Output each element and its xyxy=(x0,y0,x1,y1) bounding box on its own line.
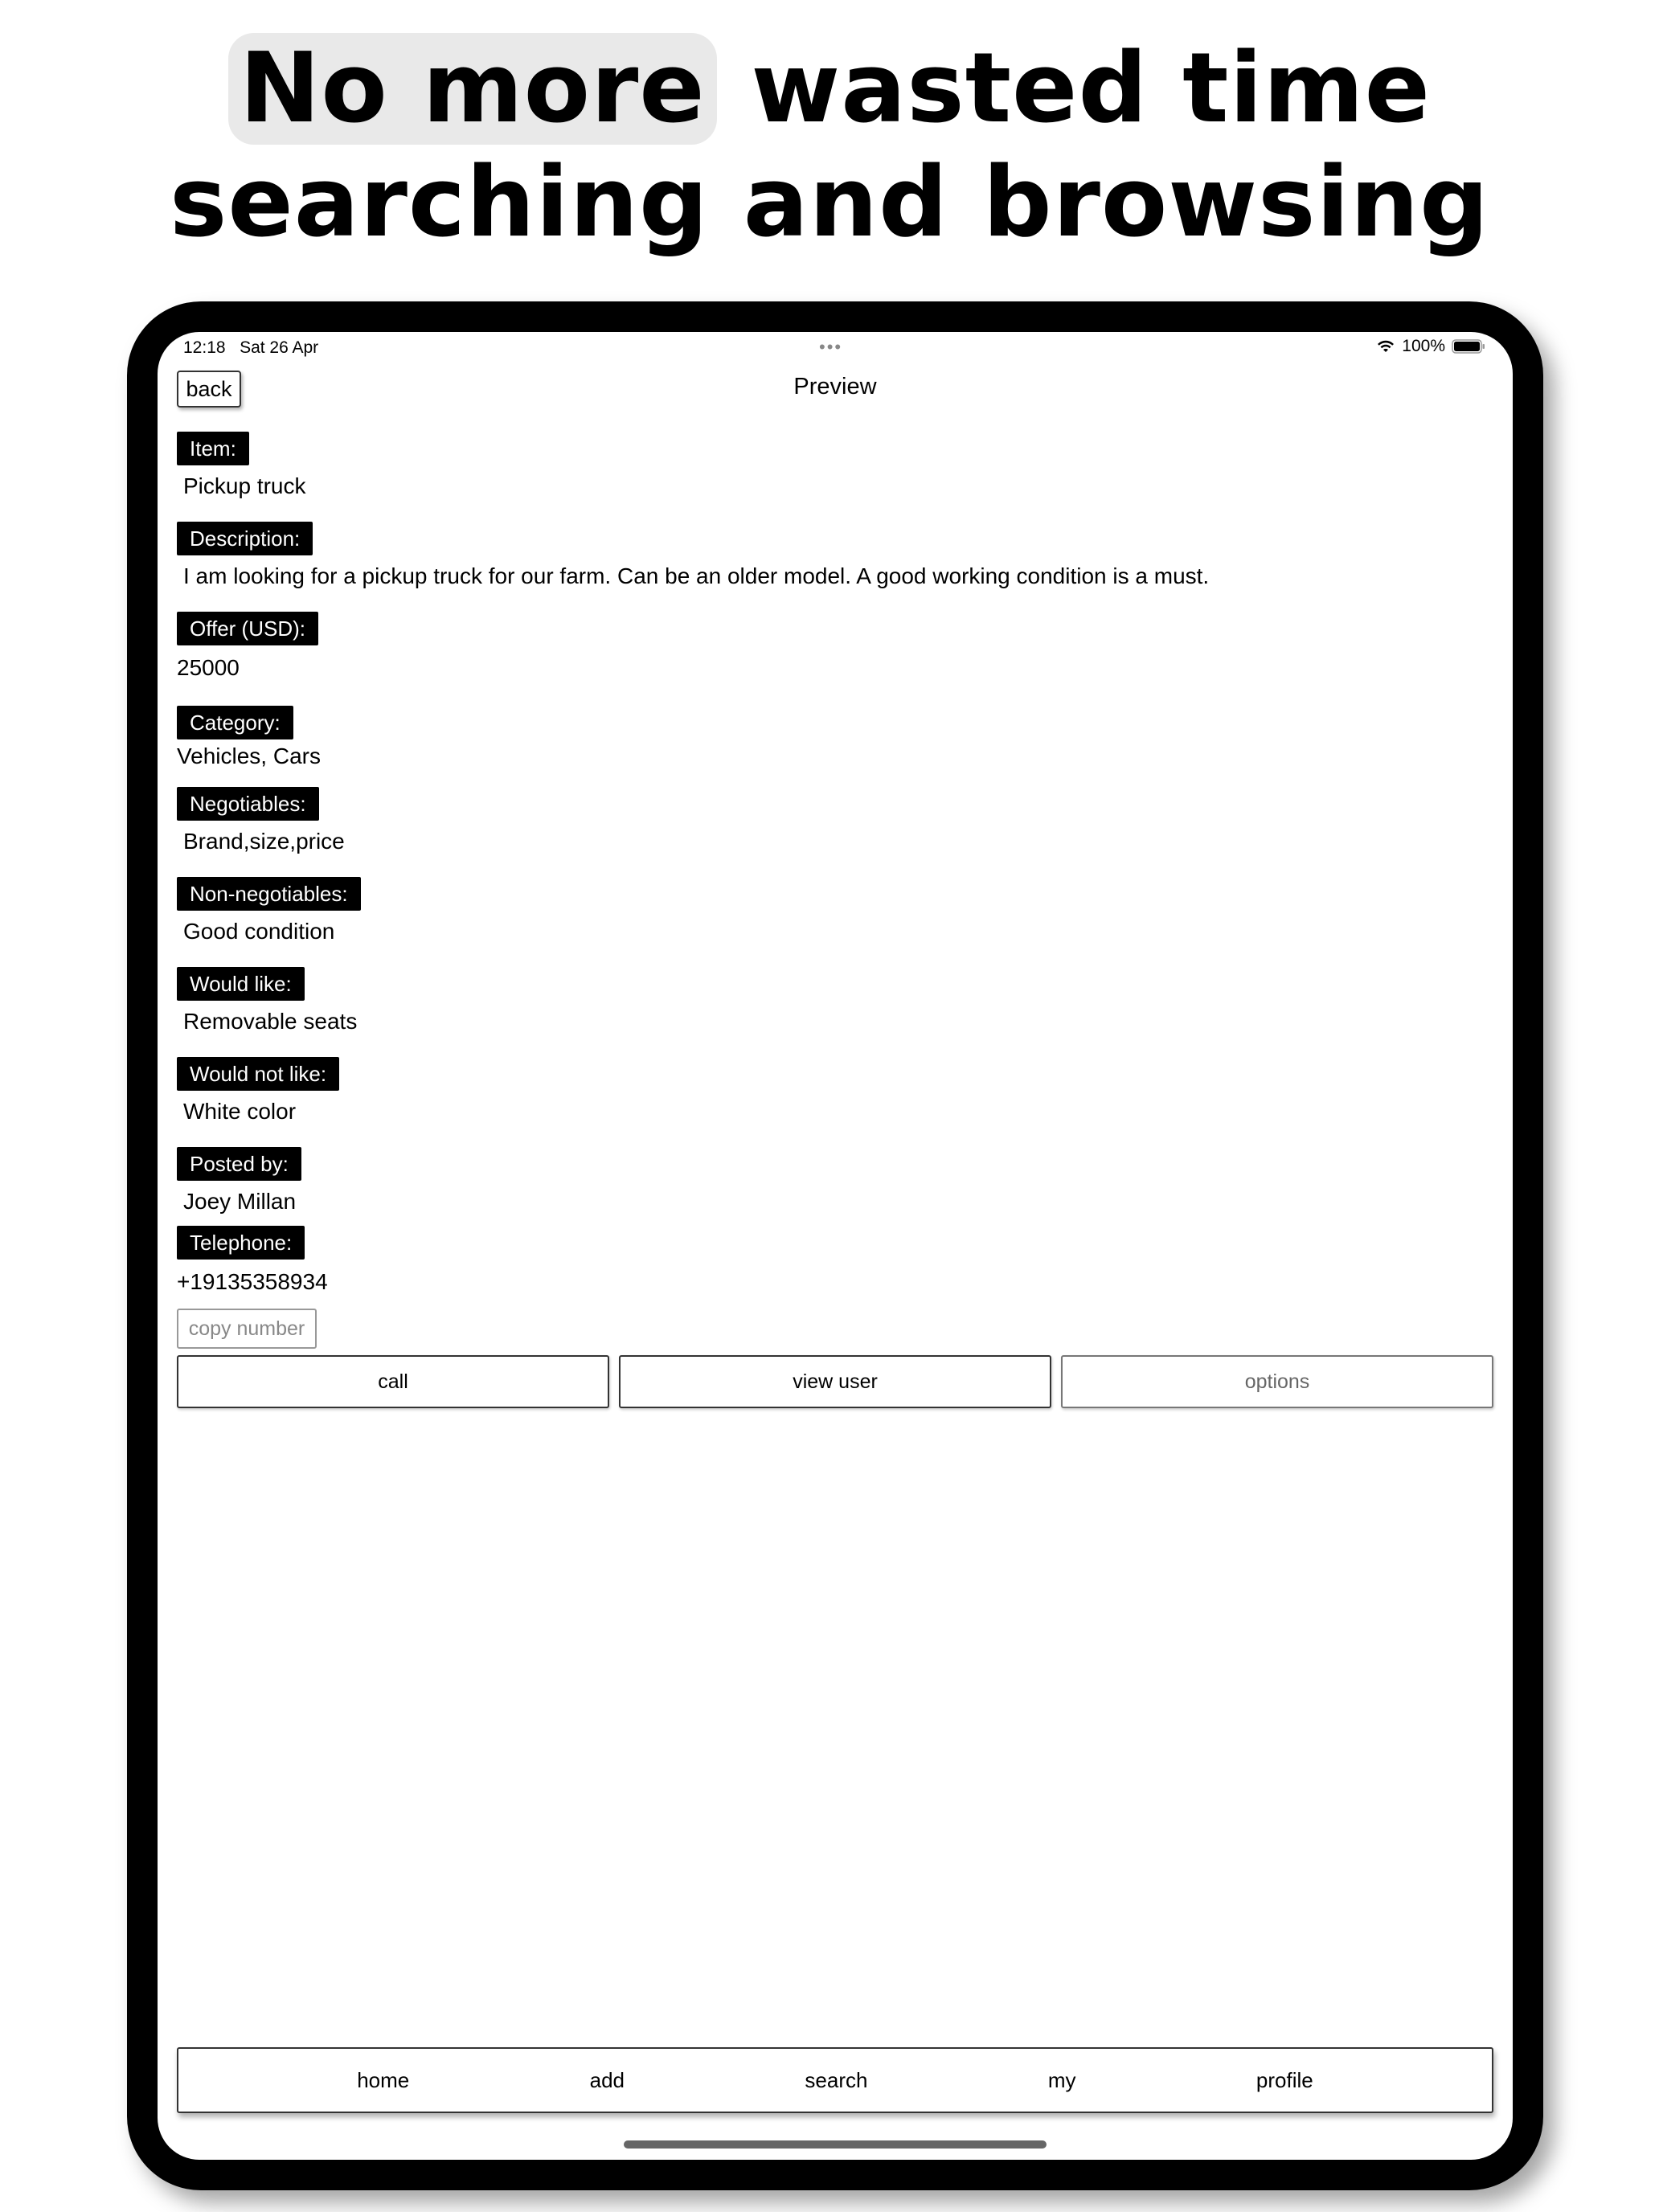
status-bar xyxy=(158,332,1513,364)
description-label: Description: xyxy=(177,522,313,555)
headline-line-2: searching and browsing xyxy=(169,147,1490,259)
headline-highlight: No more xyxy=(228,33,717,145)
description-value: I am looking for a pickup truck for our farm. Can be an older model. A good working condition is a must. xyxy=(183,563,1210,588)
would-like-label: Would like: xyxy=(177,967,305,1001)
offer-label: Offer (USD): xyxy=(177,612,318,645)
negotiables-label: Negotiables: xyxy=(177,787,319,821)
category-label: Category: xyxy=(177,706,293,739)
status-time-date xyxy=(183,338,318,358)
status-date: Sat 26 Apr xyxy=(240,338,319,357)
tab-search[interactable]: search xyxy=(805,2067,868,2092)
multitasking-dots[interactable]: ••• xyxy=(819,337,843,357)
back-button[interactable]: back xyxy=(177,371,241,408)
battery-icon xyxy=(1452,339,1485,354)
telephone-label: Telephone: xyxy=(177,1226,305,1260)
tab-profile[interactable]: profile xyxy=(1256,2067,1313,2092)
status-right xyxy=(1376,337,1485,356)
non-negotiables-label: Non-negotiables: xyxy=(177,877,361,911)
copy-number-button[interactable]: copy number xyxy=(177,1309,317,1349)
page-title: Preview xyxy=(793,374,877,399)
negotiables-value: Brand,size,price xyxy=(183,829,345,854)
app-screen xyxy=(158,332,1513,2160)
tab-add[interactable]: add xyxy=(589,2067,625,2092)
would-not-like-value: White color xyxy=(183,1099,297,1124)
view-user-button[interactable]: view user xyxy=(619,1355,1051,1408)
tab-home[interactable]: home xyxy=(357,2067,410,2092)
wifi-icon xyxy=(1376,339,1395,354)
offer-value: 25000 xyxy=(177,655,240,680)
battery-percentage: 100% xyxy=(1402,337,1445,355)
item-value: Pickup truck xyxy=(183,473,306,498)
status-time: 12:18 xyxy=(183,338,226,357)
telephone-value: +19135358934 xyxy=(177,1269,328,1294)
marketing-headline xyxy=(0,32,1659,260)
tab-bar xyxy=(177,2047,1493,2113)
headline-line-1 xyxy=(0,32,1659,146)
posted-by-value: Joey Millan xyxy=(183,1189,297,1214)
would-not-like-label: Would not like: xyxy=(177,1057,339,1091)
item-label: Item: xyxy=(177,432,249,465)
home-indicator[interactable] xyxy=(624,2140,1047,2149)
category-value: Vehicles, Cars xyxy=(177,743,321,768)
tablet-frame xyxy=(127,301,1543,2190)
tab-my[interactable]: my xyxy=(1047,2067,1076,2092)
headline-line-1-rest: wasted time xyxy=(716,33,1432,145)
call-button[interactable]: call xyxy=(177,1355,609,1408)
non-negotiables-value: Good condition xyxy=(183,919,335,944)
options-button[interactable]: options xyxy=(1061,1355,1493,1408)
would-like-value: Removable seats xyxy=(183,1009,358,1034)
posted-by-label: Posted by: xyxy=(177,1147,301,1181)
